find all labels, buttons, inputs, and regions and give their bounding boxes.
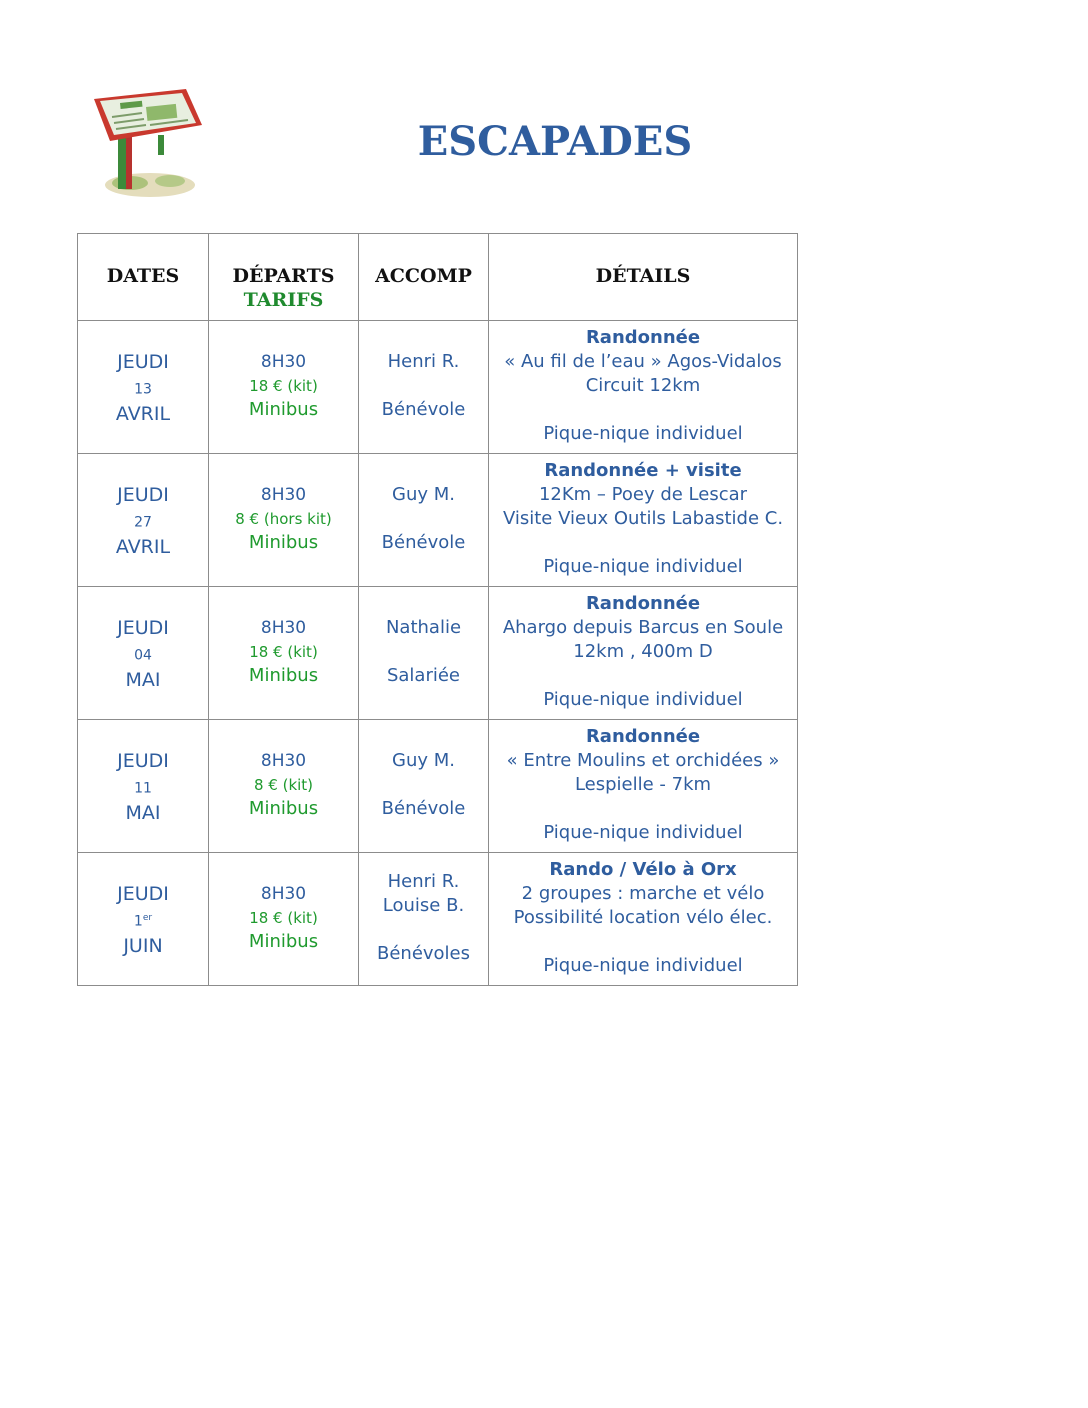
departure-time: 8H30 <box>260 884 307 904</box>
departure-cell <box>209 720 359 853</box>
transport: Minibus <box>248 798 319 819</box>
accomp-cell <box>359 321 489 454</box>
detail-title: Randonnée + visite <box>544 460 742 481</box>
accomp-name: Guy M. <box>392 484 455 505</box>
table-row <box>78 454 798 587</box>
transport: Minibus <box>248 931 319 952</box>
accomp-name: Henri R. <box>387 871 460 892</box>
detail-line-1: « Au fil de l’eau » Agos-Vidalos <box>504 351 782 372</box>
departure-cell <box>209 454 359 587</box>
detail-note: Pique-nique individuel <box>543 955 743 976</box>
details-cell <box>489 720 798 853</box>
accomp-name: Henri R. <box>387 351 460 372</box>
spacer <box>359 918 488 942</box>
detail-line-2: Lespielle - 7km <box>574 774 712 795</box>
detail-line-2: Circuit 12km <box>585 375 701 396</box>
transport: Minibus <box>248 532 319 553</box>
details-cell <box>489 321 798 454</box>
price: 8 € (hors kit) <box>235 510 332 528</box>
transport: Minibus <box>248 399 319 420</box>
departure-time: 8H30 <box>260 485 307 505</box>
table-row <box>78 587 798 720</box>
spacer <box>489 398 797 422</box>
detail-line-2: Possibilité location vélo élec. <box>513 907 773 928</box>
accomp-role: Bénévole <box>381 399 466 420</box>
departure-time: 8H30 <box>260 751 307 771</box>
date-number: 27 <box>134 514 152 531</box>
date-month: JUIN <box>123 934 163 957</box>
date-day: JEUDI <box>117 750 169 772</box>
detail-line-2: 12km , 400m D <box>573 641 713 662</box>
accomp-cell <box>359 454 489 587</box>
accomp-name-2 <box>359 507 488 531</box>
departure-cell <box>209 321 359 454</box>
table-row <box>78 853 798 986</box>
detail-note: Pique-nique individuel <box>543 423 743 444</box>
date-day: JEUDI <box>117 617 169 639</box>
spacer <box>489 797 797 821</box>
table-row <box>78 720 798 853</box>
details-cell <box>489 587 798 720</box>
header-accomp: ACCOMP <box>359 234 489 321</box>
date-cell <box>78 853 209 986</box>
detail-note: Pique-nique individuel <box>543 689 743 710</box>
detail-line-1: Ahargo depuis Barcus en Soule <box>502 617 784 638</box>
accomp-role: Salariée <box>386 665 461 686</box>
date-month: AVRIL <box>115 402 171 425</box>
date-month: AVRIL <box>115 535 171 558</box>
header-departs <box>209 234 359 321</box>
spacer <box>489 531 797 555</box>
detail-title: Randonnée <box>585 726 701 747</box>
date-month: MAI <box>125 801 161 824</box>
price: 8 € (kit) <box>253 776 314 794</box>
header-dates: DATES <box>78 234 209 321</box>
price: 18 € (kit) <box>249 909 318 927</box>
date-number: 04 <box>134 647 152 664</box>
table-header-row <box>78 234 798 321</box>
detail-note: Pique-nique individuel <box>543 556 743 577</box>
accomp-name: Nathalie <box>385 617 462 638</box>
accomp-name-2 <box>359 640 488 664</box>
detail-line-1: « Entre Moulins et orchidées » <box>506 750 780 771</box>
price: 18 € (kit) <box>249 643 318 661</box>
date-number: 1er <box>133 913 153 930</box>
date-cell <box>78 454 209 587</box>
accomp-role: Bénévole <box>381 532 466 553</box>
accomp-name-2 <box>359 374 488 398</box>
accomp-role: Bénévoles <box>376 943 471 964</box>
departure-cell <box>209 853 359 986</box>
accomp-name: Guy M. <box>392 750 455 771</box>
departure-time: 8H30 <box>260 352 307 372</box>
detail-line-2: Visite Vieux Outils Labastide C. <box>502 508 784 529</box>
date-day: JEUDI <box>117 484 169 506</box>
header-tarifs-label: TARIFS <box>243 289 324 311</box>
schedule-table <box>77 233 798 986</box>
departure-cell <box>209 587 359 720</box>
transport: Minibus <box>248 665 319 686</box>
detail-title: Randonnée <box>585 593 701 614</box>
detail-title: Randonnée <box>585 327 701 348</box>
accomp-name-2: Louise B. <box>382 895 465 916</box>
spacer <box>489 930 797 954</box>
price: 18 € (kit) <box>249 377 318 395</box>
accomp-name-2 <box>359 773 488 797</box>
header-departs-label: DÉPARTS <box>232 265 335 287</box>
date-day: JEUDI <box>117 351 169 373</box>
details-cell <box>489 454 798 587</box>
detail-line-1: 2 groupes : marche et vélo <box>521 883 765 904</box>
departure-time: 8H30 <box>260 618 307 638</box>
signboard-logo-image <box>90 85 208 203</box>
date-cell <box>78 321 209 454</box>
header-details: DÉTAILS <box>489 234 798 321</box>
detail-title: Rando / Vélo à Orx <box>549 859 737 880</box>
accomp-role: Bénévole <box>381 798 466 819</box>
accomp-cell <box>359 587 489 720</box>
date-cell <box>78 720 209 853</box>
spacer <box>489 664 797 688</box>
accomp-cell <box>359 853 489 986</box>
detail-line-1: 12Km – Poey de Lescar <box>538 484 748 505</box>
table-row <box>78 321 798 454</box>
date-cell <box>78 587 209 720</box>
date-number: 13 <box>134 381 152 398</box>
accomp-cell <box>359 720 489 853</box>
page-title: ESCAPADES <box>417 118 693 165</box>
details-cell <box>489 853 798 986</box>
date-number: 11 <box>134 780 152 797</box>
detail-note: Pique-nique individuel <box>543 822 743 843</box>
date-month: MAI <box>125 668 161 691</box>
date-day: JEUDI <box>117 883 169 905</box>
